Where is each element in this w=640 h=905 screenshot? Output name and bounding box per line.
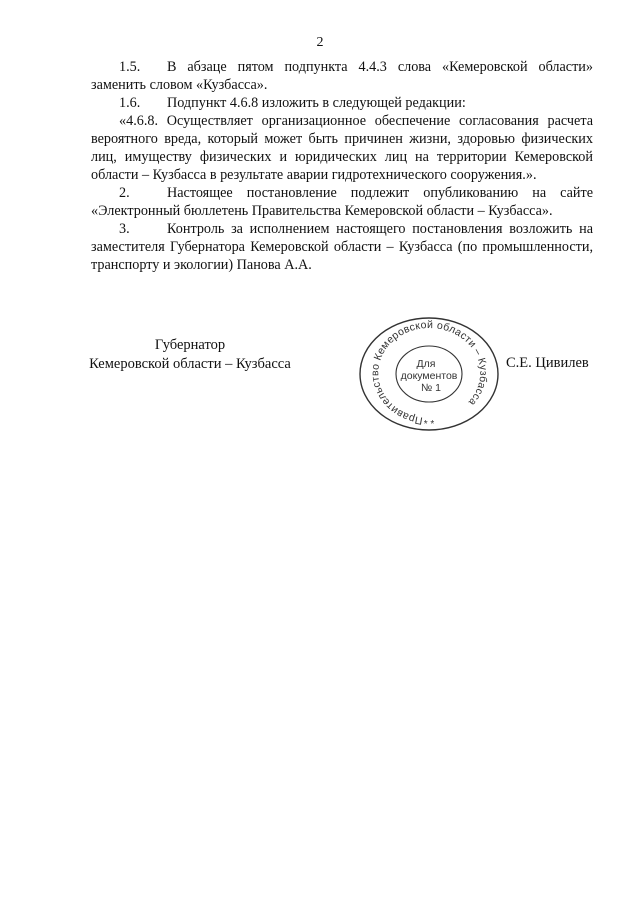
seal-line-1: Для <box>416 358 436 370</box>
signatory-title <box>80 336 300 374</box>
signatory-title-line-2: Кемеровской области – Кузбасса <box>89 356 291 372</box>
paragraph-text: Настоящее постановление подлежит опубликованию на сайте «Электронный бюллетень Правительства Кемеровской области – Кузбасса». <box>91 185 593 219</box>
seal-stars: * * <box>423 419 435 430</box>
paragraph-1-6 <box>91 94 593 112</box>
signatory-name: С.Е. Цивилев <box>506 355 589 371</box>
paragraph-4-6-8 <box>91 112 593 184</box>
paragraph-text: В абзаце пятом подпункта 4.4.3 слова «Кемеровской области» заменить словом «Кузбасса». <box>91 59 593 93</box>
seal-line-2: документов <box>400 370 458 382</box>
page-number: 2 <box>316 35 324 50</box>
paragraph-2 <box>91 184 593 220</box>
paragraph-1-5 <box>91 58 593 94</box>
paragraph-text: Контроль за исполнением настоящего постановления возложить на заместителя Губернатора Кемеровской области – Кузбасса (по промышленности, транспорту и экологии) Панова А.А. <box>91 221 593 273</box>
official-seal <box>355 314 503 434</box>
seal-ring-text: Правительство Кемеровской области – Кузбасса <box>369 318 490 427</box>
paragraph-number: 1.5. <box>119 59 141 75</box>
paragraph-number: 1.6. <box>119 95 141 111</box>
paragraph-number: 2. <box>119 185 130 201</box>
signatory-title-line-1: Губернатор <box>154 337 226 353</box>
paragraph-3 <box>91 220 593 274</box>
paragraph-text: «4.6.8. Осуществляет организационное обеспечение согласования расчета вероятного вреда, который может быть причинен жизни, здоровью физических лиц, имуществу физических и юридических лиц на территории Кемеровской области – Кузбасса в результате аварии гидротехнического сооружения.». <box>91 113 593 183</box>
paragraph-number: 3. <box>119 221 130 237</box>
paragraph-text: Подпункт 4.6.8 изложить в следующей редакции: <box>167 95 466 111</box>
seal-line-3: № 1 <box>420 382 442 394</box>
document-body <box>91 58 593 274</box>
